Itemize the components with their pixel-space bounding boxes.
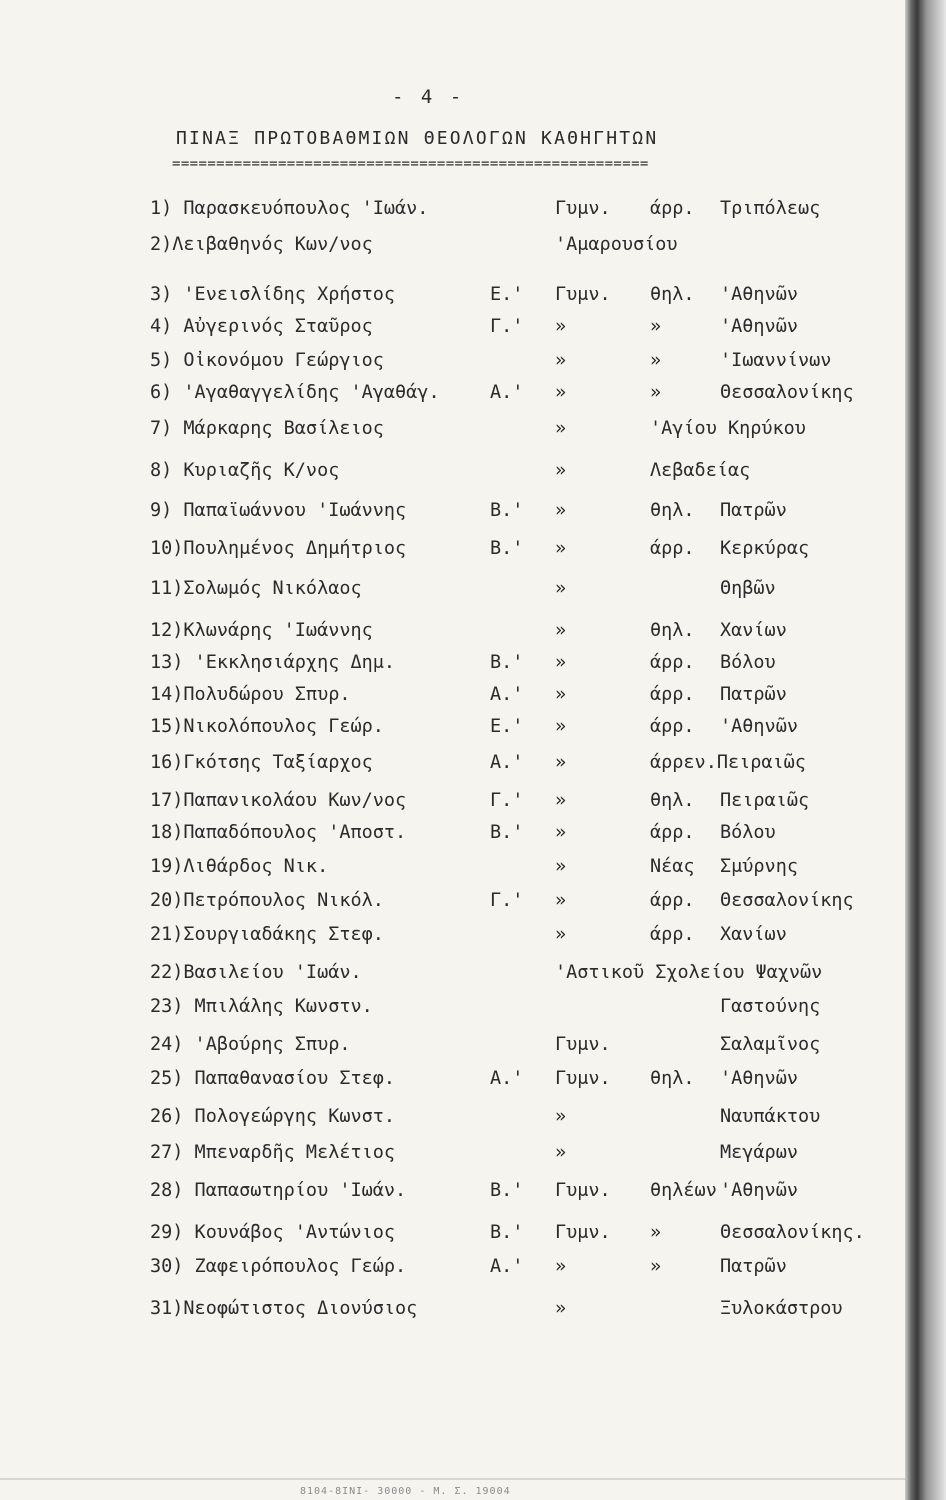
school-type: Γυμν.	[555, 1180, 611, 1201]
school-type: »	[555, 752, 567, 773]
teacher-name: 1) Παρασκευόπουλος 'Ιωάν.	[150, 198, 429, 219]
school-type: »	[555, 856, 567, 877]
school-city: 'Αθηνῶν	[720, 1068, 798, 1089]
teacher-name: 4) Αὐγερινός Σταῦρος	[150, 316, 373, 337]
school-section: Νέας	[650, 856, 695, 877]
school-type: »	[555, 538, 567, 559]
table-row	[0, 460, 905, 488]
school-type: »	[555, 1142, 567, 1163]
teacher-name: 23) Μπιλάλης Κωνστν.	[150, 996, 373, 1017]
teacher-name: 13) 'Εκκλησιάρχης Δημ.	[150, 652, 396, 673]
page-number: - 4 -	[392, 86, 465, 108]
school-section: »	[650, 316, 662, 337]
teacher-name: 12)Κλωνάρης 'Ιωάννης	[150, 620, 373, 641]
teacher-name: 11)Σολωμός Νικόλαος	[150, 578, 362, 599]
school-section: άρρ.	[650, 890, 695, 911]
school-city: Χανίων	[720, 620, 787, 641]
school-city: Σαλαμῖνος	[720, 1034, 821, 1055]
table-row	[0, 578, 905, 606]
school-city: Γαστούνης	[720, 996, 821, 1017]
table-row	[0, 1180, 905, 1208]
teacher-grade: Α.'	[490, 684, 524, 705]
school-section: θηλ.	[650, 620, 695, 641]
teacher-grade: Β.'	[490, 1180, 524, 1201]
school-type: »	[555, 924, 567, 945]
teacher-grade: Γ.'	[490, 790, 524, 811]
teacher-name: 29) Κουνάβος 'Αντώνιος	[150, 1222, 396, 1243]
table-row	[0, 1256, 905, 1284]
teacher-name: 21)Σουργιαδάκης Στεφ.	[150, 924, 384, 945]
teacher-name: 8) Κυριαζῆς Κ/νος	[150, 460, 340, 481]
school-city: Μεγάρων	[720, 1142, 798, 1163]
table-row	[0, 1222, 905, 1250]
school-section: άρρ.	[650, 652, 695, 673]
school-section: Λεβαδείας	[650, 460, 751, 481]
teacher-name: 31)Νεοφώτιστος Διονύσιος	[150, 1298, 418, 1319]
school-section: 'Αγίου Κηρύκου	[650, 418, 806, 439]
teacher-name: 3) 'Ενεισλίδης Χρήστος	[150, 284, 396, 305]
teacher-name: 24) 'Αβούρης Σπυρ.	[150, 1034, 351, 1055]
school-type: 'Αστικοῦ Σχολείου Ψαχνῶν	[555, 962, 823, 983]
table-row	[0, 684, 905, 712]
school-city: Πατρῶν	[720, 1256, 787, 1277]
teacher-grade: Ε.'	[490, 284, 524, 305]
teacher-name: 19)Λιθάρδος Νικ.	[150, 856, 329, 877]
school-type: »	[555, 500, 567, 521]
teacher-grade: Β.'	[490, 538, 524, 559]
school-section: άρρ.	[650, 198, 695, 219]
school-type: »	[555, 382, 567, 403]
scan-smudge	[0, 1478, 905, 1480]
teacher-name: 26) Πολογεώργης Κωνστ.	[150, 1106, 396, 1127]
teacher-name: 15)Νικολόπουλος Γεώρ.	[150, 716, 384, 737]
school-section: »	[650, 382, 662, 403]
teacher-grade: Β.'	[490, 500, 524, 521]
table-row	[0, 1034, 905, 1062]
table-row	[0, 350, 905, 378]
school-type: Γυμν.	[555, 1222, 611, 1243]
teacher-grade: Γ.'	[490, 890, 524, 911]
school-section: άρρ.	[650, 538, 695, 559]
school-type: »	[555, 1298, 567, 1319]
teacher-name: 9) Παπαϊωάννου 'Ιωάννης	[150, 500, 407, 521]
table-row	[0, 822, 905, 850]
school-city: Θεσσαλονίκης	[720, 890, 854, 911]
school-type: Γυμν.	[555, 198, 611, 219]
table-row	[0, 198, 905, 226]
school-city: Ναυπάκτου	[720, 1106, 821, 1127]
teacher-grade: Α.'	[490, 1256, 524, 1277]
table-row	[0, 924, 905, 952]
teacher-grade: Α.'	[490, 1068, 524, 1089]
table-row	[0, 500, 905, 528]
school-city: Πειραιῶς	[720, 790, 810, 811]
teacher-name: 18)Παπαδόπουλος 'Αποστ.	[150, 822, 407, 843]
printer-footer: 8104-8ΙΝΙ- 30000 - Μ. Σ. 19004	[300, 1486, 511, 1497]
table-row	[0, 234, 905, 262]
school-city: 'Αθηνῶν	[720, 316, 798, 337]
title-underline: ======================================================	[172, 156, 649, 172]
school-section: θηλ.	[650, 790, 695, 811]
table-row	[0, 538, 905, 566]
school-city: Βόλου	[720, 652, 776, 673]
school-type: 'Αμαρουσίου	[555, 234, 678, 255]
table-row	[0, 716, 905, 744]
school-section: άρρ.	[650, 684, 695, 705]
school-city: 'Αθηνῶν	[720, 1180, 798, 1201]
school-type: »	[555, 620, 567, 641]
school-section: θηλέων	[650, 1180, 717, 1201]
table-row	[0, 752, 905, 780]
teacher-grade: Β.'	[490, 652, 524, 673]
scan-edge	[905, 0, 946, 1500]
teacher-name: 28) Παπασωτηρίου 'Ιωάν.	[150, 1180, 407, 1201]
school-section: »	[650, 350, 662, 371]
table-row	[0, 1298, 905, 1326]
table-row	[0, 1142, 905, 1170]
school-section: άρρ.	[650, 716, 695, 737]
school-section: »	[650, 1222, 662, 1243]
school-type: »	[555, 652, 567, 673]
school-city: Θηβῶν	[720, 578, 776, 599]
school-type: »	[555, 790, 567, 811]
teacher-grade: Β.'	[490, 822, 524, 843]
teacher-name: 7) Μάρκαρης Βασίλειος	[150, 418, 384, 439]
teacher-name: 22)Βασιλείου 'Ιωάν.	[150, 962, 362, 983]
school-city: Σμύρνης	[720, 856, 798, 877]
table-row	[0, 1068, 905, 1096]
table-row	[0, 418, 905, 446]
school-type: Γυμν.	[555, 1034, 611, 1055]
table-row	[0, 652, 905, 680]
teacher-name: 30) Ζαφειρόπουλος Γεώρ.	[150, 1256, 407, 1277]
table-row	[0, 284, 905, 312]
school-section: θηλ.	[650, 500, 695, 521]
table-row	[0, 790, 905, 818]
school-type: »	[555, 316, 567, 337]
school-section: θηλ.	[650, 1068, 695, 1089]
teacher-name: 2)Λειβαθηνός Κων/νος	[150, 234, 373, 255]
school-section: άρρ.	[650, 924, 695, 945]
table-row	[0, 620, 905, 648]
school-type: »	[555, 1256, 567, 1277]
teacher-grade: Ε.'	[490, 716, 524, 737]
school-type: »	[555, 418, 567, 439]
school-type: »	[555, 716, 567, 737]
school-city: 'Αθηνῶν	[720, 716, 798, 737]
school-type: »	[555, 684, 567, 705]
school-city: Πατρῶν	[720, 500, 787, 521]
table-row	[0, 1106, 905, 1134]
teacher-name: 14)Πολυδώρου Σπυρ.	[150, 684, 351, 705]
school-type: Γυμν.	[555, 1068, 611, 1089]
school-city: Πατρῶν	[720, 684, 787, 705]
school-type: »	[555, 1106, 567, 1127]
teacher-name: 25) Παπαθανασίου Στεφ.	[150, 1068, 396, 1089]
school-type: »	[555, 890, 567, 911]
table-row	[0, 856, 905, 884]
school-city: Θεσσαλονίκης	[720, 382, 854, 403]
school-section: θηλ.	[650, 284, 695, 305]
teacher-name: 5) Οἰκονόμου Γεώργιος	[150, 350, 384, 371]
table-row	[0, 996, 905, 1024]
school-city: Κερκύρας	[720, 538, 810, 559]
school-section: »	[650, 1256, 662, 1277]
school-city: Βόλου	[720, 822, 776, 843]
table-row	[0, 890, 905, 918]
table-row	[0, 316, 905, 344]
school-city: Τριπόλεως	[720, 198, 821, 219]
school-city: 'Ιωαννίνων	[720, 350, 832, 371]
page-title: ΠΙΝΑΞ ΠΡΩΤΟΒΑΘΜΙΩΝ ΘΕΟΛΟΓΩΝ ΚΑΘΗΓΗΤΩΝ	[176, 128, 659, 149]
school-city: Ξυλοκάστρου	[720, 1298, 843, 1319]
table-row	[0, 382, 905, 410]
school-type: »	[555, 822, 567, 843]
school-section: άρρ.	[650, 822, 695, 843]
school-section: άρρεν.Πειραιῶς	[650, 752, 806, 773]
school-type: »	[555, 578, 567, 599]
teacher-grade: Α.'	[490, 752, 524, 773]
teacher-grade: Γ.'	[490, 316, 524, 337]
school-type: »	[555, 460, 567, 481]
teacher-name: 17)Παπανικολάου Κων/νος	[150, 790, 407, 811]
teacher-name: 20)Πετρόπουλος Νικόλ.	[150, 890, 384, 911]
school-city: Θεσσαλονίκης.	[720, 1222, 865, 1243]
teacher-name: 6) 'Αγαθαγγελίδης 'Αγαθάγ.	[150, 382, 440, 403]
teacher-name: 27) Μπεναρδῆς Μελέτιος	[150, 1142, 396, 1163]
teacher-name: 16)Γκότσης Ταξίαρχος	[150, 752, 373, 773]
school-city: 'Αθηνῶν	[720, 284, 798, 305]
teacher-grade: Α.'	[490, 382, 524, 403]
teacher-grade: Β.'	[490, 1222, 524, 1243]
school-city: Χανίων	[720, 924, 787, 945]
teacher-name: 10)Πουλημένος Δημήτριος	[150, 538, 407, 559]
school-type: Γυμν.	[555, 284, 611, 305]
table-row	[0, 962, 905, 990]
school-type: »	[555, 350, 567, 371]
